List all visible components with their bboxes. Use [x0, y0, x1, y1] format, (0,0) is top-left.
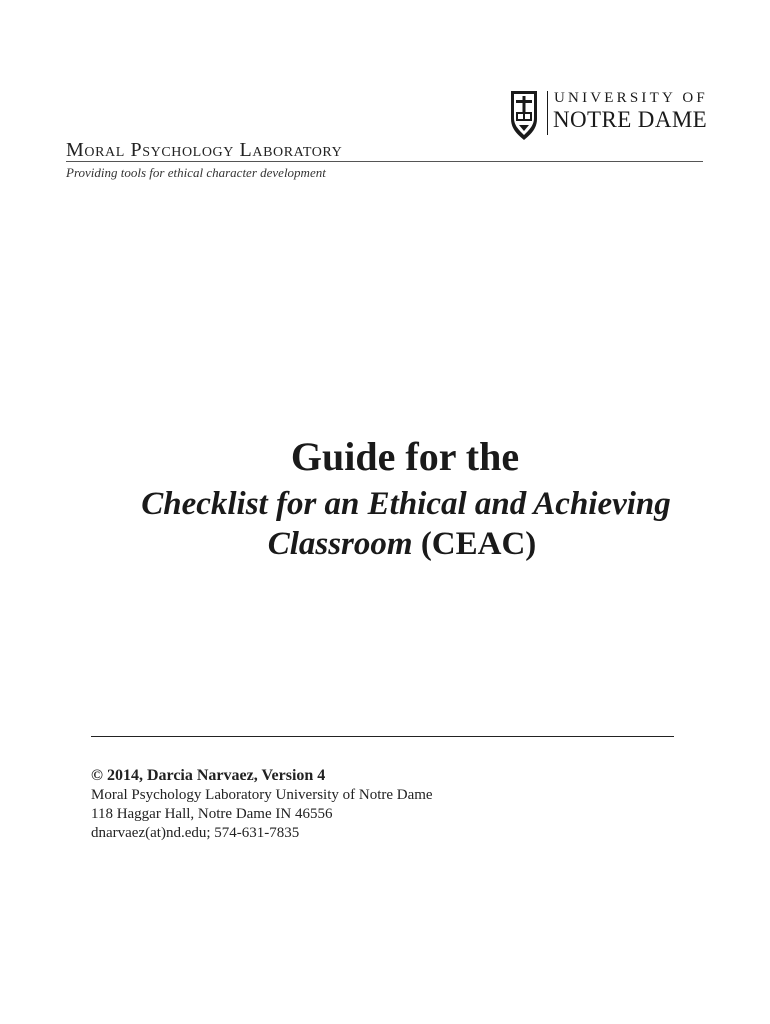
title-line-1: Guide for the — [290, 434, 520, 479]
university-logo — [509, 89, 708, 149]
document-title — [0, 433, 770, 564]
title-line-2: Checklist for an Ethical and Achieving — [141, 486, 671, 522]
title-line-3-rest: (CEAC) — [412, 526, 537, 562]
university-line1: UNIVERSITY OF — [554, 90, 708, 106]
lab-tagline: Providing tools for ethical character development — [66, 165, 326, 180]
title-line-3-italic: Classroom — [267, 526, 413, 562]
footer-block — [91, 766, 433, 843]
lab-name: Moral Psychology Laboratory — [66, 139, 343, 161]
logo-divider — [547, 91, 548, 135]
address-line-1: Moral Psychology Laboratory University of Notre Dame — [91, 787, 433, 803]
title-line-3 — [0, 524, 770, 564]
contact-line: dnarvaez(at)nd.edu; 574-631-7835 — [91, 825, 300, 841]
header-rule — [66, 161, 703, 162]
university-name: NOTRE DAME — [553, 107, 708, 132]
copyright-line: © 2014, Darcia Narvaez, Version 4 — [91, 767, 326, 784]
notre-dame-shield-icon — [509, 89, 539, 141]
address-line-2: 118 Haggar Hall, Notre Dame IN 46556 — [91, 806, 333, 822]
footer-rule — [91, 736, 674, 737]
